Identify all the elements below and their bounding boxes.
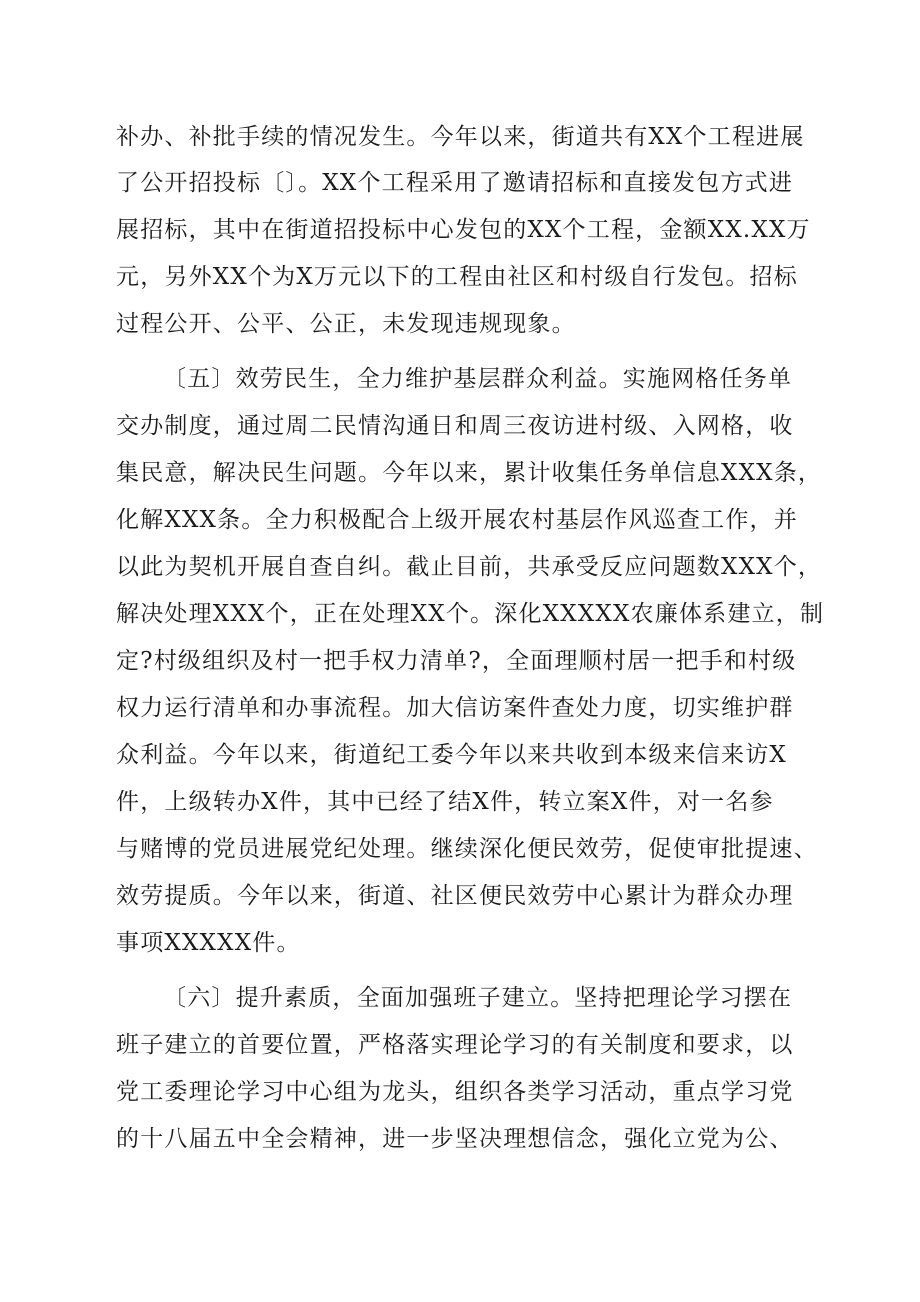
text-line: 展招标，其中在街道招投标中心发包的XX个工程，金额XX.XX万 [116,217,811,243]
text-line: 化解XXX条。全力积极配合上级开展农村基层作风巡查工作，并 [116,507,798,533]
text-line: 定?村级组织及村一把手权力清单?，全面理顺村居一把手和村级 [116,648,797,674]
text-line: 效劳提质。今年以来，街道、社区便民效劳中心累计为群众办理 [116,883,794,909]
text-line: 班子建立的首要位置，严格落实理论学习的有关制度和要求，以 [116,1032,794,1058]
text-line: 事项XXXXX件。 [116,930,301,956]
text-line: 以此为契机开展自查自纠。截止目前，共承受反应问题数XXX个， [116,554,823,580]
text-line: 解决处理XXX个，正在处理XX个。深化XXXXX农廉体系建立，制 [116,601,825,627]
text-line: 交办制度，通过周二民情沟通日和周三夜访进村级、入网格，收 [116,413,794,439]
text-line: 权力运行清单和办事流程。加大信访案件查处力度，切实维护群 [116,695,794,721]
text-line: 与赌博的党员进展党纪处理。继续深化便民效劳，促使审批提速、 [116,836,818,862]
text-line: 的十八届五中全会精神，进一步坚决理想信念，强化立党为公、 [116,1126,794,1152]
text-line: 过程公开、公平、公正，未发现违规现象。 [116,311,576,337]
text-line: 件，上级转办X件，其中已经了结X件，转立案X件，对一名参 [116,789,774,815]
paragraph-heading-line: 〔六〕提升素质，全面加强班子建立。坚持把理论学习摆在 [163,985,793,1011]
text-line: 众利益。今年以来，街道纪工委今年以来共收到本级来信来访X [116,742,787,768]
text-line: 元，另外XX个为X万元以下的工程由社区和村级自行发包。招标 [116,264,798,290]
text-line: 党工委理论学习中心组为龙头，组织各类学习活动，重点学习党 [116,1079,794,1105]
paragraph-heading-line: 〔五〕效劳民生，全力维护基层群众利益。实施网格任务单 [163,366,793,392]
text-line: 集民意，解决民生问题。今年以来，累计收集任务单信息XXX条， [116,460,823,486]
text-line: 补办、补批手续的情况发生。今年以来，街道共有XX个工程进展 [116,124,805,150]
text-line: 了公开招投标〔〕。XX个工程采用了邀请招标和直接发包方式进 [116,170,794,196]
